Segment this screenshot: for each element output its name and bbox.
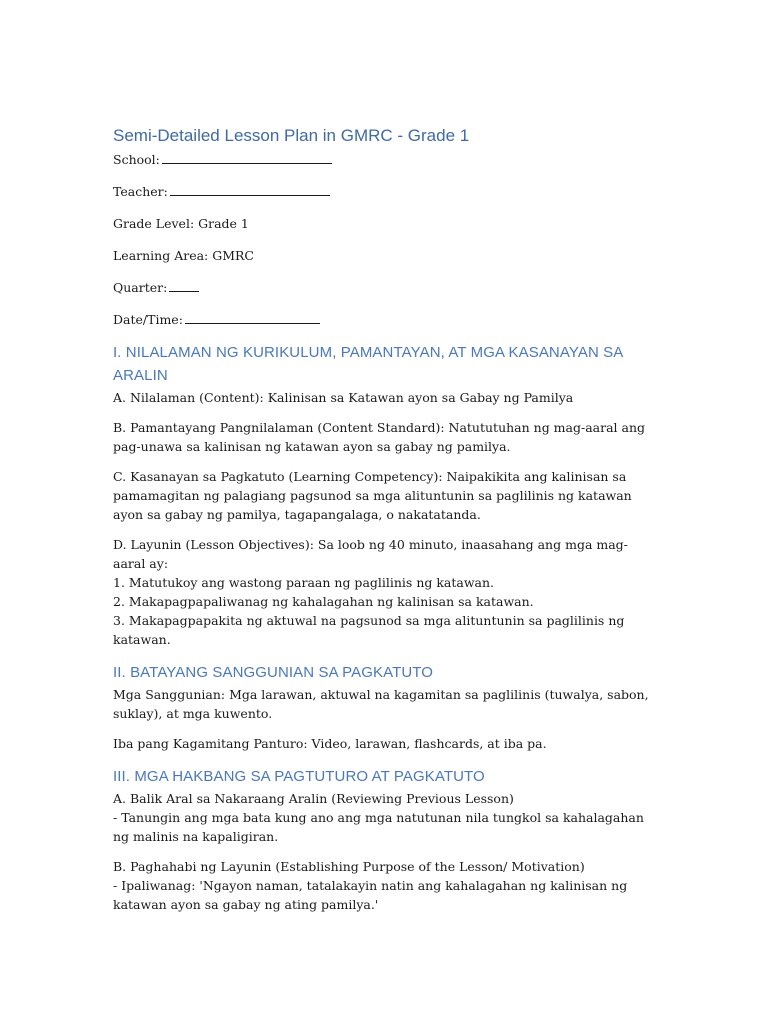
- teacher-field: [113, 182, 658, 201]
- section-3-heading: III. MGA HAKBANG SA PAGTUTURO AT PAGKATUTO: [113, 768, 485, 785]
- objective-item: 1. Matutukoy ang wastong paraan ng paglilinis ng katawan.: [113, 575, 495, 590]
- section-3-purpose-title: B. Paghahabi ng Layunin (Establishing Purpose of the Lesson/ Motivation): [113, 859, 585, 874]
- grade-level: Grade Level: Grade 1: [113, 216, 249, 231]
- school-label: School:: [113, 152, 160, 167]
- section-2-materials: Iba pang Kagamitang Panturo: Video, larawan, flashcards, at iba pa.: [113, 736, 547, 751]
- objective-item: 3. Makapagpapakita ng aktuwal na pagsunod sa mga alituntunin sa paglilinis ng katawan.: [113, 613, 625, 647]
- date-field: [113, 310, 658, 329]
- document-title: Semi-Detailed Lesson Plan in GMRC - Grade 1: [113, 126, 470, 145]
- section-3-purpose-body: - Ipaliwanag: 'Ngayon naman, tatalakayin natin ang kahalagahan ng kalinisan ng katawan ayon sa gabay ng ating pamilya.': [113, 878, 628, 912]
- teacher-blank: [170, 183, 330, 196]
- section-1-content-standard: B. Pamantayang Pangnilalaman (Content Standard): Natututuhan ng mag-aaral ang pag-unawa sa kalinisan ng katawan ayon sa gabay ng pamilya.: [113, 420, 646, 454]
- section-1-heading: I. NILALAMAN NG KURIKULUM, PAMANTAYAN, AT MGA KASANAYAN SA ARALIN: [113, 344, 623, 384]
- quarter-label: Quarter:: [113, 280, 168, 295]
- school-field: [113, 150, 658, 169]
- quarter-field: [113, 278, 658, 297]
- date-blank: [185, 311, 320, 324]
- document-page: [113, 124, 658, 914]
- section-1-objectives-intro: D. Layunin (Lesson Objectives): Sa loob ng 40 minuto, inaasahang ang mga mag-aaral ay:: [113, 537, 628, 571]
- objective-item: 2. Makapagpapaliwanag ng kahalagahan ng kalinisan sa katawan.: [113, 594, 534, 609]
- school-blank: [162, 151, 332, 164]
- quarter-blank: [169, 279, 199, 292]
- teacher-label: Teacher:: [113, 184, 168, 199]
- learning-area: Learning Area: GMRC: [113, 248, 254, 263]
- date-label: Date/Time:: [113, 312, 183, 327]
- section-1-competency: C. Kasanayan sa Pagkatuto (Learning Competency): Naipakikita ang kalinisan sa pamamagitan ng palagiang pagsunod sa mga alituntunin sa paglilinis ng katawan ayon sa gabay ng pamilya, tagapangalaga, o nakatatanda.: [113, 469, 632, 522]
- section-3-review-body: - Tanungin ang mga bata kung ano ang mga natutunan nila tungkol sa kahalagahan ng malinis na kapaligiran.: [113, 810, 644, 844]
- section-2-heading: II. BATAYANG SANGGUNIAN SA PAGKATUTO: [113, 664, 434, 681]
- section-2-references: Mga Sanggunian: Mga larawan, aktuwal na kagamitan sa paglilinis (tuwalya, sabon, suklay), at mga kuwento.: [113, 687, 649, 721]
- section-3-review-title: A. Balik Aral sa Nakaraang Aralin (Reviewing Previous Lesson): [113, 791, 514, 806]
- section-1-content: A. Nilalaman (Content): Kalinisan sa Katawan ayon sa Gabay ng Pamilya: [113, 390, 574, 405]
